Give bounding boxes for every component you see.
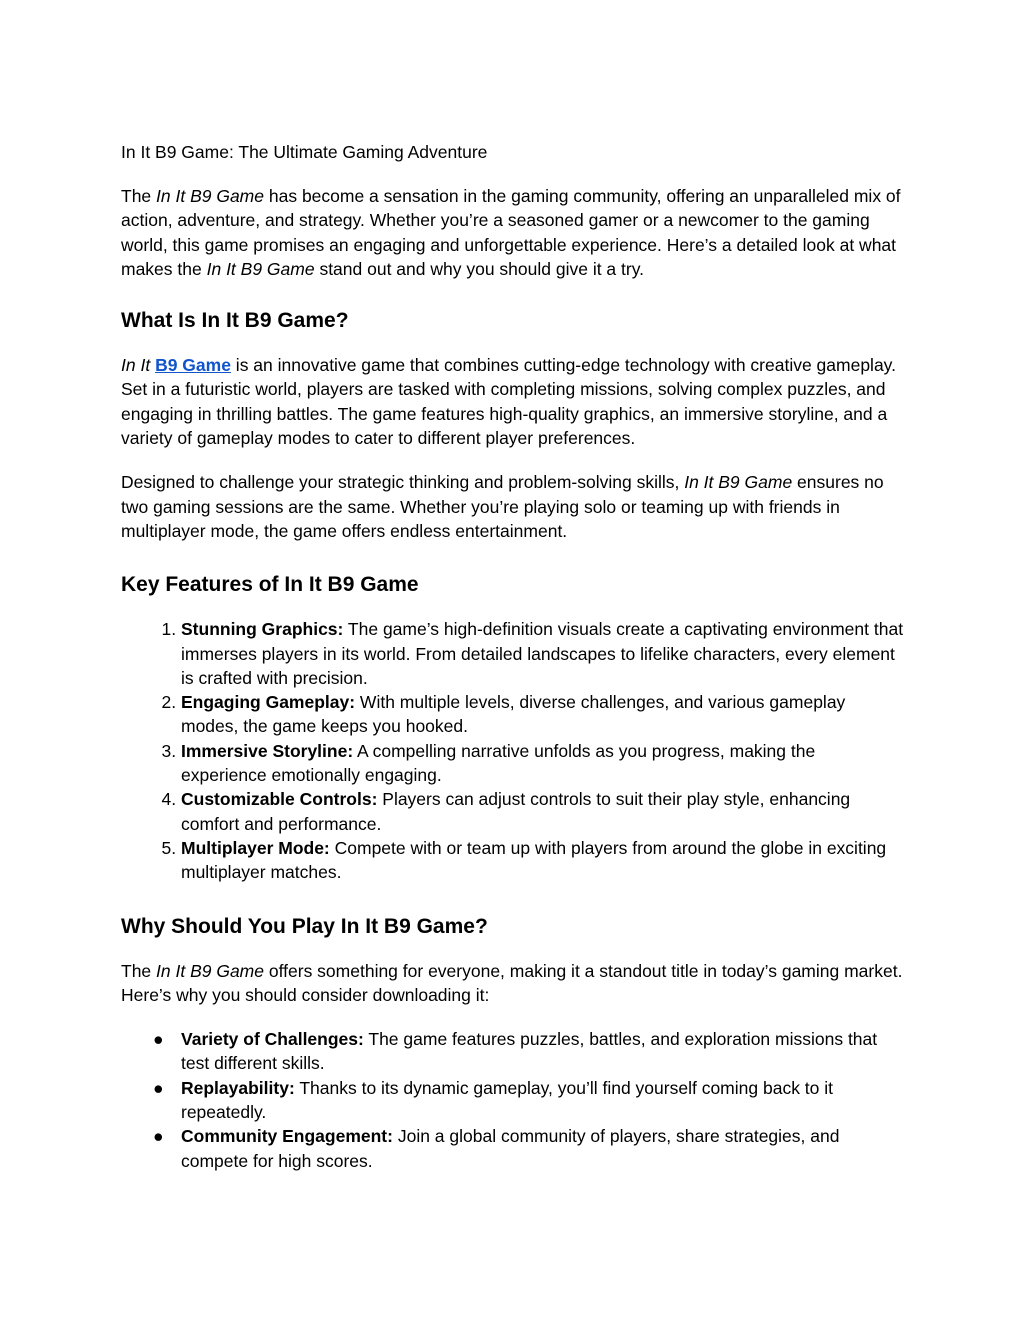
intro-text-3: stand out and why you should give it a try. <box>314 258 645 279</box>
feature-text: Players can adjust controls to suit their play style, enhancing comfort and performance. <box>181 789 851 834</box>
why-play-list <box>121 1027 904 1173</box>
reason-title: Variety of Challenges: <box>181 1029 364 1050</box>
reason-text: The game features puzzles, battles, and exploration missions that test different skills. <box>181 1029 878 1074</box>
feature-text: A compelling narrative unfolds as you progress, making the experience emotionally engaging. <box>181 740 816 786</box>
intro-text-1: The <box>121 186 157 206</box>
what-is-text: is an innovative game that combines cutting-edge technology with creative gameplay. Set in a futuristic world, players are tasked with completing missions, solving complex puzzles, and engaging in thrilling battles. The game features high-quality graphics, an immersive storyline, and a variety of gameplay modes to cater to different player preferences. <box>121 355 896 449</box>
bullet-icon: ● <box>153 1126 164 1147</box>
list-item <box>153 1027 904 1076</box>
why-play-text-1: The <box>121 960 157 981</box>
intro-text-2: has become a sensation in the gaming community, offering an unparalleled mix of action, adventure, and strategy. Whether you’re a seasoned gamer or a newcomer to the gaming world, this game promises an engaging and unforgettable experience. Here’s a detailed look at what makes the <box>121 186 901 279</box>
intro-paragraph <box>121 184 904 281</box>
list-item <box>181 787 904 836</box>
why-play-emphasis: In It B9 Game <box>156 960 264 981</box>
what-is-p2-emphasis: In It B9 Game <box>684 472 793 493</box>
key-features-list <box>121 617 904 884</box>
feature-title: Stunning Graphics: <box>181 619 344 640</box>
section-heading-why-play: Why Should You Play In It B9 Game? <box>121 914 488 938</box>
list-item <box>181 690 904 739</box>
list-item <box>181 836 904 885</box>
feature-title: Engaging Gameplay: <box>181 692 356 713</box>
feature-text: The game’s high-definition visuals create a captivating environment that immerses players in its world. From detailed landscapes to lifelike characters, every element is crafted with precision. <box>181 619 904 688</box>
list-item <box>181 739 904 788</box>
feature-title: Multiplayer Mode: <box>181 837 330 858</box>
list-item <box>181 617 904 690</box>
section-heading-what-is: What Is In It B9 Game? <box>121 309 349 333</box>
feature-text: Compete with or team up with players from around the globe in exciting multiplayer matches. <box>181 837 887 883</box>
b9-game-link[interactable]: B9 Game <box>155 355 231 376</box>
what-is-p2-text-2: ensures no two gaming sessions are the same. Whether you’re playing solo or teaming up with friends in multiplayer mode, the game offers endless entertainment. <box>121 472 884 541</box>
bullet-icon: ● <box>153 1029 164 1050</box>
bullet-icon: ● <box>153 1077 164 1098</box>
feature-text: With multiple levels, diverse challenges, and various gameplay modes, the game keeps you hooked. <box>181 692 846 737</box>
intro-emphasis-1: In It B9 Game <box>156 186 264 206</box>
reason-title: Community Engagement: <box>181 1126 393 1147</box>
reason-title: Replayability: <box>181 1077 295 1098</box>
reason-text: Thanks to its dynamic gameplay, you’ll find yourself coming back to it repeatedly. <box>181 1077 834 1123</box>
why-play-text-2: offers something for everyone, making it a standout title in today’s gaming market. Here’s why you should consider downloading it: <box>121 960 903 1005</box>
what-is-p2-text-1: Designed to challenge your strategic thinking and problem-solving skills, <box>121 472 685 493</box>
reason-text: Join a global community of players, share strategies, and compete for high scores. <box>181 1126 840 1171</box>
feature-title: Customizable Controls: <box>181 789 378 810</box>
list-item <box>153 1124 904 1173</box>
list-item <box>153 1076 904 1125</box>
intro-emphasis-2: In It B9 Game <box>206 258 315 279</box>
feature-title: Immersive Storyline: <box>181 740 354 761</box>
what-is-emphasis: In It <box>121 355 151 376</box>
document-title: In It B9 Game: The Ultimate Gaming Adventure <box>121 142 488 162</box>
section-heading-key-features: Key Features of In It B9 Game <box>121 573 419 597</box>
why-play-paragraph <box>121 959 904 1008</box>
what-is-paragraph-1 <box>121 353 904 450</box>
what-is-paragraph-2 <box>121 470 904 543</box>
